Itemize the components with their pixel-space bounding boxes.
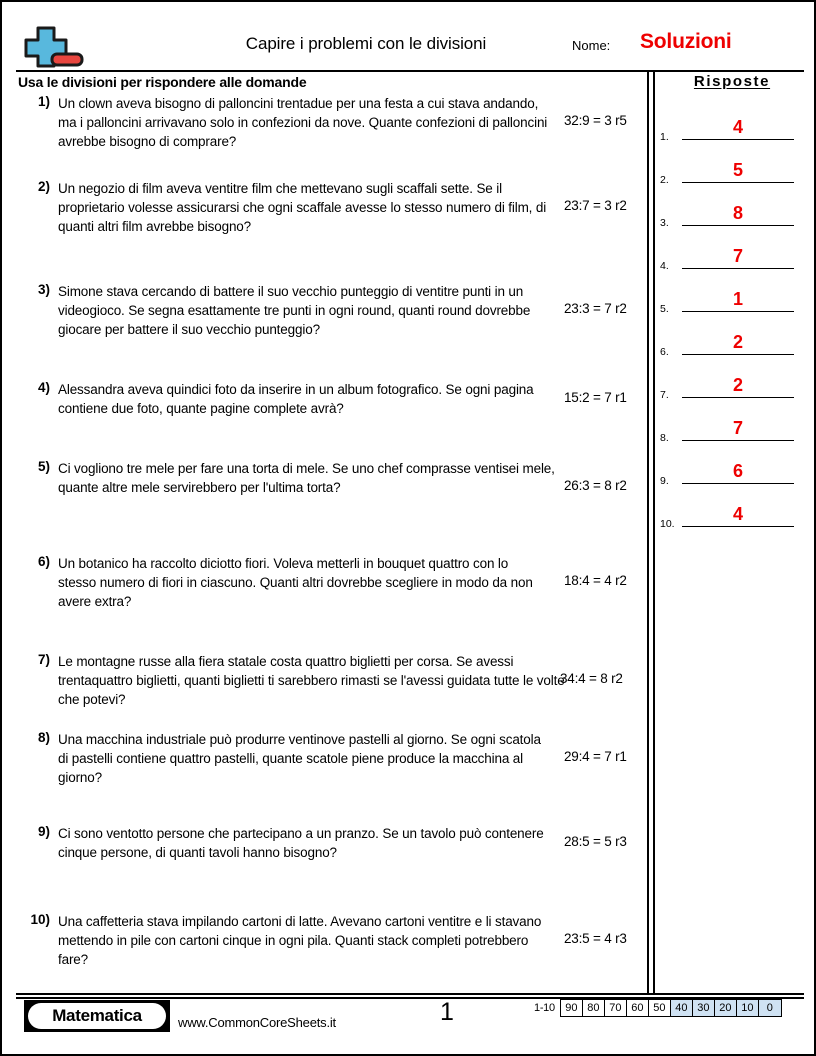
answer-row (660, 245, 800, 272)
answer-value: 4 (732, 504, 743, 524)
question-text: Simone stava cercando di battere il suo vecchio punteggio di ventitre punti in un videogioco. Se segna esattamente tre punti in ogni round, quanti round dovrebbe giocare per battere il suo vecchio punteggio? (58, 284, 531, 337)
question-work-answer: 34:4 = 8 r2 (560, 671, 623, 686)
footer-divider-top (16, 993, 804, 995)
page-number: 1 (440, 998, 454, 1026)
answer-row (660, 374, 800, 401)
answer-index: 8. (660, 432, 669, 444)
grade-cell: 30 (693, 1000, 715, 1016)
question-number: 9) (37, 824, 50, 839)
answer-row (660, 159, 800, 186)
question-text: Una caffetteria stava impilando cartoni di latte. Avevano cartoni ventitre e li stavano mettendo in pile con cartoni cinque in ogni pila. Quanti stack completi potrebbero fare? (58, 914, 542, 967)
answer-row (660, 460, 800, 487)
question-number: 3) (37, 282, 50, 297)
brand-badge (24, 1000, 170, 1032)
question-work-answer: 23:5 = 4 r3 (564, 931, 627, 946)
answer-value: 6 (732, 461, 743, 481)
answer-row (660, 331, 800, 358)
answer-index: 1. (660, 131, 669, 143)
question-text: Un negozio di film aveva ventitre film che mettevano sugli scaffali sette. Se il proprietario volesse assicurarsi che ogni scaffale avesse lo stesso numero di film, di quanti altri film avrebbe bisogno? (58, 181, 547, 234)
answers-panel-title: Risposte (693, 73, 771, 90)
answer-blank-line[interactable] (682, 440, 794, 442)
page-title: Capire i problemi con le divisioni (245, 34, 487, 53)
question-work-answer: 18:4 = 4 r2 (564, 573, 627, 588)
answer-row (660, 417, 800, 444)
question-work-answer: 32:9 = 3 r5 (564, 113, 627, 128)
question-text: Ci vogliono tre mele per fare una torta di mele. Se uno chef comprasse ventisei mele, quante altre mele servirebbero per l'ultima torta? (58, 461, 555, 495)
answer-index: 5. (660, 303, 669, 315)
answer-blank-line[interactable] (682, 225, 794, 227)
instruction-text: Usa le divisioni per rispondere alle domande (18, 74, 307, 90)
question-work-answer: 29:4 = 7 r1 (564, 749, 627, 764)
grade-cell: 20 (715, 1000, 737, 1016)
answer-value: 7 (732, 418, 743, 438)
grade-cell: 10 (737, 1000, 759, 1016)
answer-row (660, 288, 800, 315)
question-text: Ci sono ventotto persone che partecipano a un pranzo. Se un tavolo può contenere cinque persone, di quanti tavoli hanno bisogno? (58, 826, 544, 860)
grade-cell: 50 (649, 1000, 671, 1016)
brand-label: Matematica (52, 1006, 142, 1025)
question-number: 5) (37, 459, 50, 474)
question-text: Un botanico ha raccolto diciotto fiori. Voleva metterli in bouquet quattro con lo stesso numero di fiori in ciascuno. Quanti altri dovrebbe scegliere in modo da non avere extra? (58, 556, 533, 609)
question-text: Un clown aveva bisogno di palloncini trentadue per una festa a cui stava andando, ma i palloncini arrivavano solo in confezioni da nove. Quante confezioni di palloncini avrebbe bisogno di comprare? (58, 96, 548, 149)
grade-cell: 90 (561, 1000, 583, 1016)
answer-value: 4 (732, 117, 743, 137)
question-number: 6) (37, 554, 50, 569)
answer-index: 6. (660, 346, 669, 358)
answer-row (660, 202, 800, 229)
grading-scale (534, 999, 782, 1017)
answer-index: 4. (660, 260, 669, 272)
question-number: 7) (37, 652, 50, 667)
answer-value: 1 (732, 289, 743, 309)
question-work-answer: 23:7 = 3 r2 (564, 198, 627, 213)
question-number: 2) (37, 179, 50, 194)
question-number: 10) (30, 912, 50, 927)
answer-index: 7. (660, 389, 669, 401)
answer-blank-line[interactable] (682, 397, 794, 399)
name-label: Nome: (572, 38, 611, 53)
grade-cell: 0 (759, 1000, 781, 1016)
grade-cell: 60 (627, 1000, 649, 1016)
question-work-answer: 26:3 = 8 r2 (564, 478, 627, 493)
grade-cell: 70 (605, 1000, 627, 1016)
answer-value: 2 (732, 375, 743, 395)
answer-blank-line[interactable] (682, 483, 794, 485)
question-text: Le montagne russe alla fiera statale costa quattro biglietti per corsa. Se avessi trentaquattro biglietti, quanti biglietti ti sarebbero rimasti se l'avessi guidata tutte le volte che potevi? (58, 654, 565, 707)
question-number: 4) (37, 380, 50, 395)
name-value: Soluzioni (640, 30, 732, 53)
header-divider (16, 70, 804, 72)
answer-blank-line[interactable] (682, 268, 794, 270)
grading-scale-cells (560, 999, 782, 1017)
answer-value: 5 (732, 160, 743, 180)
answer-blank-line[interactable] (682, 311, 794, 313)
answer-index: 9. (660, 475, 669, 487)
worksheet-header (16, 22, 804, 72)
question-number: 1) (37, 94, 50, 109)
answer-blank-line[interactable] (682, 182, 794, 184)
answer-blank-line[interactable] (682, 139, 794, 141)
answer-index: 2. (660, 174, 669, 186)
question-work-answer: 15:2 = 7 r1 (564, 390, 627, 405)
question-work-answer: 28:5 = 5 r3 (564, 834, 627, 849)
answer-value: 2 (732, 332, 743, 352)
brand-pill (28, 1003, 166, 1029)
question-number: 8) (37, 730, 50, 745)
answer-blank-line[interactable] (682, 526, 794, 528)
answer-index: 3. (660, 217, 669, 229)
answer-index: 10. (660, 518, 675, 530)
answer-blank-line[interactable] (682, 354, 794, 356)
answer-value: 7 (732, 246, 743, 266)
question-text: Una macchina industriale può produrre ventinove pastelli al giorno. Se ogni scatola di pastelli contiene quattro pastelli, quante scatole piene produce la macchina al giorno? (58, 732, 541, 785)
grading-scale-label: 1-10 (534, 1002, 555, 1014)
answer-row (660, 503, 800, 530)
question-text: Alessandra aveva quindici foto da inserire in un album fotografico. Se ogni pagina contiene due foto, quante pagine complete avrà? (58, 382, 534, 416)
grade-cell: 40 (671, 1000, 693, 1016)
plus-block-logo-icon (18, 24, 90, 70)
grade-cell: 80 (583, 1000, 605, 1016)
answer-value: 8 (732, 203, 743, 223)
question-work-answer: 23:3 = 7 r2 (564, 301, 627, 316)
site-url: www.CommonCoreSheets.it (178, 1015, 336, 1030)
answer-row (660, 116, 800, 143)
